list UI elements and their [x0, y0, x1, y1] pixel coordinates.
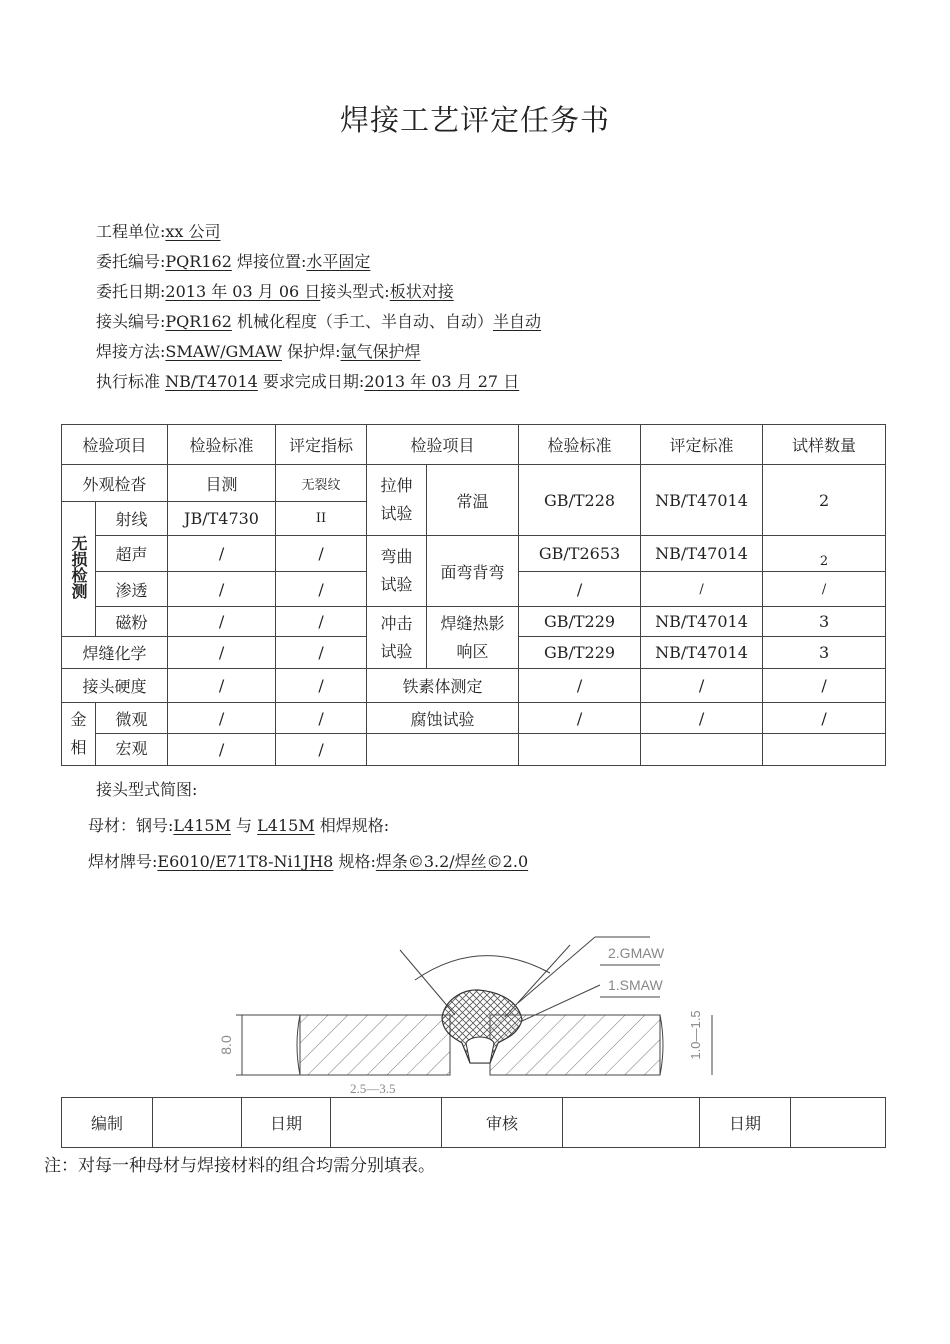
bend-item: 面弯背弯	[427, 536, 519, 607]
micro-item: 微观	[96, 703, 168, 734]
info-block	[96, 217, 541, 397]
smaw-label: 1.SMAW	[608, 977, 663, 993]
header-index: 评定指标	[276, 425, 367, 465]
impact-standard: GB/T229	[519, 607, 641, 637]
filler-value: E6010/E71T8-Ni1JH8	[157, 852, 334, 871]
signature-table	[61, 1097, 886, 1148]
info-row-method	[96, 337, 541, 367]
entrust-no-value: PQR162	[165, 252, 232, 271]
impact-eval-2: NB/T47014	[641, 637, 763, 669]
rootface-label: 1.0—1.5	[688, 1010, 703, 1060]
ndt-standard-mt: /	[168, 607, 276, 637]
prepared-label: 编制	[62, 1098, 153, 1148]
gap-label: 2.5—3.5	[350, 1081, 396, 1096]
joint-type-label: 接头型式:	[320, 282, 390, 301]
impact-standard-2: GB/T229	[519, 637, 641, 669]
corrosion-quantity: /	[763, 703, 886, 734]
tensile-eval: NB/T47014	[641, 465, 763, 536]
ndt-index-pt: /	[276, 572, 367, 607]
empty-cell	[763, 734, 886, 766]
page-title: 焊接工艺评定任务书	[339, 103, 610, 137]
bevel-arc	[415, 956, 550, 980]
empty-cell	[641, 734, 763, 766]
date-label-2: 日期	[700, 1098, 791, 1148]
chem-index: /	[276, 637, 367, 669]
ndt-index-mt: /	[276, 607, 367, 637]
base-metal-mid: 与	[236, 816, 253, 835]
ferrite-eval: /	[641, 669, 763, 703]
thickness-label: 8.0	[218, 1035, 234, 1055]
base-metal-line	[88, 813, 389, 836]
filler-spec-value: 焊条©3.2/焊丝©2.0	[375, 852, 529, 871]
bevel-line-right	[505, 945, 570, 1017]
unit-value: xx 公司	[165, 222, 221, 241]
footnote: 注：对每一种母材与焊接材料的组合均需分别填表。	[44, 1156, 435, 1176]
metallo-group: 金相	[62, 703, 96, 766]
review-field[interactable]	[563, 1098, 700, 1148]
tensile-standard: GB/T228	[519, 465, 641, 536]
bend-quantity: 2	[763, 536, 886, 572]
visual-item: 外观检沓	[62, 465, 168, 502]
micro-index: /	[276, 703, 367, 734]
visual-standard: 目测	[168, 465, 276, 502]
date-label-1: 日期	[242, 1098, 331, 1148]
info-row-date	[96, 277, 541, 307]
plate-left	[300, 1015, 450, 1075]
filler-line	[88, 849, 528, 872]
ndt-item-ut: 超声	[96, 536, 168, 572]
info-row-joint	[96, 307, 541, 337]
entrust-no-label: 委托编号:	[96, 252, 166, 271]
table-row	[62, 607, 886, 637]
hardness-index: /	[276, 669, 367, 703]
ferrite-standard: /	[519, 669, 641, 703]
header-quantity: 试样数量	[763, 425, 886, 465]
bend-quantity-2: /	[763, 572, 886, 607]
method-value: SMAW/GMAW	[165, 342, 283, 361]
table-row	[62, 536, 886, 572]
table-row	[62, 734, 886, 766]
table-header-row	[62, 425, 886, 465]
weld-position-label: 焊接位置:	[236, 252, 307, 271]
table-row	[62, 669, 886, 703]
tensile-item: 常温	[427, 465, 519, 536]
shield-value: 氩气保护焊	[340, 342, 421, 361]
impact-quantity-2: 3	[763, 637, 886, 669]
prepared-field[interactable]	[153, 1098, 242, 1148]
shield-label: 保护焊:	[287, 342, 341, 361]
joint-no-label: 接头编号:	[96, 312, 166, 331]
mechanization-value: 半自动	[492, 312, 541, 331]
ndt-index-rt: II	[276, 502, 367, 536]
header-standard-2: 检验标准	[519, 425, 641, 465]
info-row-entrust	[96, 247, 541, 277]
bevel-line-left	[400, 950, 455, 1015]
base-metal-a: L415M	[173, 816, 231, 835]
inspection-table	[61, 424, 886, 766]
micro-standard: /	[168, 703, 276, 734]
bend-standard: GB/T2653	[519, 536, 641, 572]
entrust-date-label: 委托日期:	[96, 282, 166, 301]
unit-label: 工程单位:	[96, 222, 166, 241]
weld-position-value: 水平固定	[306, 252, 371, 271]
tensile-group: 拉伸试验	[367, 465, 427, 536]
due-date-label: 要求完成日期:	[262, 372, 365, 391]
ferrite-item: 铁素体测定	[367, 669, 519, 703]
macro-index: /	[276, 734, 367, 766]
bend-group: 弯曲试验	[367, 536, 427, 607]
chem-item: 焊缝化学	[62, 637, 168, 669]
weld-root	[466, 1037, 494, 1063]
ndt-item-pt: 渗透	[96, 572, 168, 607]
ndt-group	[62, 502, 96, 637]
info-row-standard	[96, 367, 541, 397]
ndt-group-label: 无损检测	[69, 535, 88, 599]
impact-group: 冲击试验	[367, 607, 427, 669]
ferrite-quantity: /	[763, 669, 886, 703]
header-eval-standard: 评定标准	[641, 425, 763, 465]
corrosion-standard: /	[519, 703, 641, 734]
ndt-standard-rt: JB/T4730	[168, 502, 276, 536]
chem-standard: /	[168, 637, 276, 669]
tensile-quantity: 2	[763, 465, 886, 536]
filler-label: 焊材牌号:	[88, 852, 158, 871]
impact-quantity: 3	[763, 607, 886, 637]
standard-label: 执行标准	[96, 372, 161, 391]
corrosion-eval: /	[641, 703, 763, 734]
sketch-label: 接头型式简图:	[96, 780, 198, 799]
signature-row	[62, 1098, 886, 1148]
ndt-standard-ut: /	[168, 536, 276, 572]
joint-sketch	[200, 925, 740, 1100]
mechanization-label: 机械化程度（手工、半自动、自动）	[236, 312, 493, 331]
review-label: 审核	[442, 1098, 563, 1148]
due-date-value: 2013 年 03 月 27 日	[364, 372, 520, 391]
bend-eval-2: /	[641, 572, 763, 607]
table-row	[62, 465, 886, 502]
corrosion-item: 腐蚀试验	[367, 703, 519, 734]
ndt-index-ut: /	[276, 536, 367, 572]
header-standard: 检验标准	[168, 425, 276, 465]
ndt-item-rt: 射线	[96, 502, 168, 536]
gmaw-label: 2.GMAW	[608, 945, 665, 961]
joint-no-value: PQR162	[165, 312, 232, 331]
ndt-item-mt: 磁粉	[96, 607, 168, 637]
ndt-standard-pt: /	[168, 572, 276, 607]
header-item-2: 检验项目	[367, 425, 519, 465]
empty-cell	[367, 734, 519, 766]
date-field-2[interactable]	[791, 1098, 886, 1148]
base-metal-b: L415M	[257, 816, 315, 835]
macro-item: 宏观	[96, 734, 168, 766]
impact-eval: NB/T47014	[641, 607, 763, 637]
impact-item: 焊缝热影响区	[427, 607, 519, 669]
base-metal-label: 母材：钢号:	[88, 816, 174, 835]
header-item: 检验项目	[62, 425, 168, 465]
empty-cell	[519, 734, 641, 766]
hardness-item: 接头硬度	[62, 669, 168, 703]
entrust-date-value: 2013 年 03 月 06 日	[165, 282, 321, 301]
joint-type-value: 板状对接	[389, 282, 454, 301]
visual-index: 无裂纹	[276, 465, 367, 502]
bend-standard-2: /	[519, 572, 641, 607]
base-metal-tail: 相焊规格:	[319, 816, 390, 835]
standard-value: NB/T47014	[165, 372, 258, 391]
macro-standard: /	[168, 734, 276, 766]
date-field-1[interactable]	[331, 1098, 442, 1148]
bend-eval: NB/T47014	[641, 536, 763, 572]
method-label: 焊接方法:	[96, 342, 166, 361]
filler-spec-label: 规格:	[338, 852, 376, 871]
hardness-standard: /	[168, 669, 276, 703]
table-row	[62, 703, 886, 734]
info-row-unit	[96, 217, 541, 247]
